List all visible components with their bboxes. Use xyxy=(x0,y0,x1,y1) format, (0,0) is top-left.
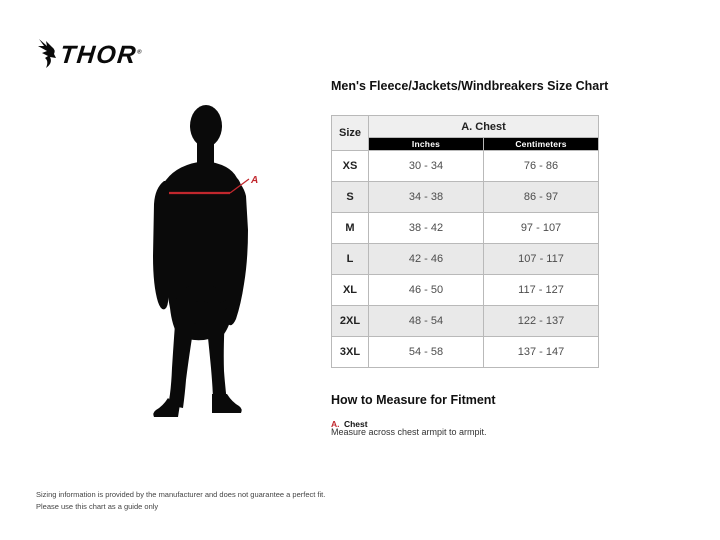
size-rows xyxy=(332,151,599,368)
inches-cell: 46 - 50 xyxy=(369,275,484,306)
brand-logo xyxy=(36,38,143,73)
annotation-a-label: A xyxy=(251,175,259,186)
measure-item-label: Chest xyxy=(343,419,368,429)
column-header-centimeters: Centimeters xyxy=(484,138,599,151)
centimeters-cell: 86 - 97 xyxy=(484,182,599,213)
centimeters-cell: 122 - 137 xyxy=(484,306,599,337)
size-cell: S xyxy=(332,182,369,213)
disclaimer-line-2: Please use this chart as a guide only xyxy=(36,502,159,511)
size-cell: XS xyxy=(332,151,369,182)
inches-cell: 34 - 38 xyxy=(369,182,484,213)
disclaimer xyxy=(36,489,325,513)
size-cell: L xyxy=(332,244,369,275)
male-silhouette xyxy=(153,105,248,417)
size-cell: M xyxy=(332,213,369,244)
table-row xyxy=(332,151,599,182)
registered-mark: ® xyxy=(136,49,144,56)
centimeters-cell: 76 - 86 xyxy=(484,151,599,182)
inches-cell: 38 - 42 xyxy=(369,213,484,244)
thor-helmet-icon xyxy=(36,38,57,73)
disclaimer-line-1: Sizing information is provided by the manufacturer and does not guarantee a perfect fit. xyxy=(36,490,326,499)
column-header-size: Size xyxy=(332,116,369,151)
table-row xyxy=(332,337,599,368)
centimeters-cell: 117 - 127 xyxy=(484,275,599,306)
table-row xyxy=(332,244,599,275)
column-header-chest: A. Chest xyxy=(369,116,599,138)
measure-item-description: Measure across chest armpit to armpit. xyxy=(331,427,487,437)
table-row xyxy=(332,213,599,244)
inches-cell: 30 - 34 xyxy=(369,151,484,182)
brand-wordmark: THOR® xyxy=(58,41,144,69)
column-header-inches: Inches xyxy=(369,138,484,151)
size-cell: XL xyxy=(332,275,369,306)
centimeters-cell: 107 - 117 xyxy=(484,244,599,275)
size-cell: 2XL xyxy=(332,306,369,337)
size-chart-title: Men's Fleece/Jackets/Windbreakers Size Chart xyxy=(331,79,609,93)
size-cell: 3XL xyxy=(332,337,369,368)
table-row xyxy=(332,275,599,306)
centimeters-cell: 97 - 107 xyxy=(484,213,599,244)
inches-cell: 42 - 46 xyxy=(369,244,484,275)
inches-cell: 48 - 54 xyxy=(369,306,484,337)
size-chart-table xyxy=(331,115,599,368)
table-row xyxy=(332,306,599,337)
inches-cell: 54 - 58 xyxy=(369,337,484,368)
body-silhouette-figure xyxy=(120,88,280,418)
measure-item-key: A. xyxy=(331,419,340,429)
table-row xyxy=(332,182,599,213)
centimeters-cell: 137 - 147 xyxy=(484,337,599,368)
how-to-measure-heading: How to Measure for Fitment xyxy=(331,393,496,407)
